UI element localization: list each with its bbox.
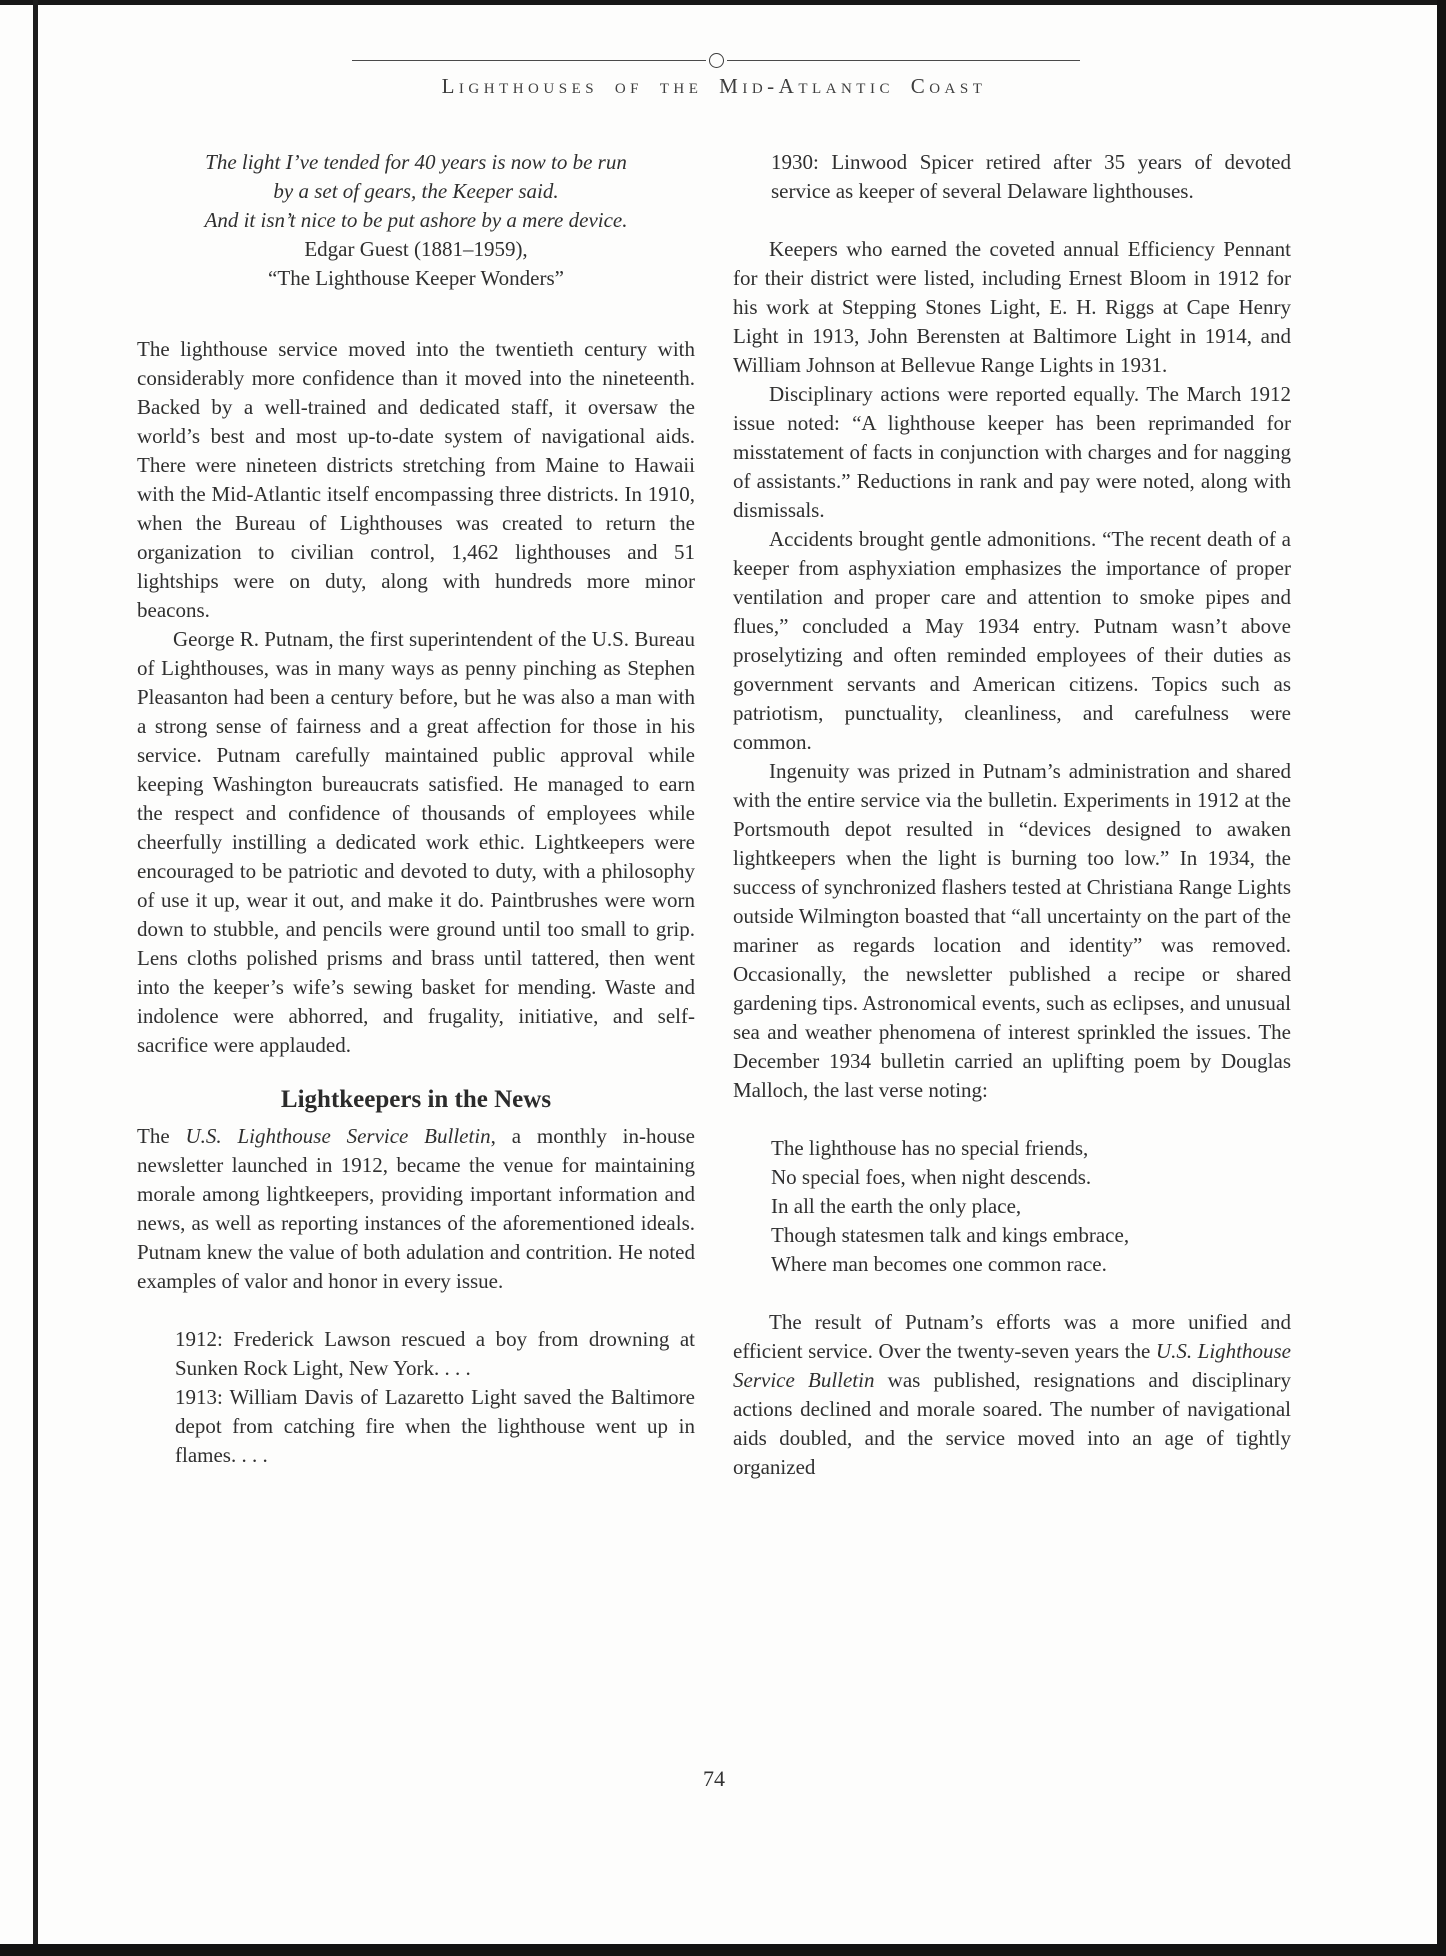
section-heading: Lightkeepers in the News	[280, 1086, 552, 1113]
scan-edge-left	[33, 0, 38, 1944]
poem-verse	[771, 1134, 1291, 1279]
poem-line: Though statesmen talk and kings embrace,	[771, 1223, 1130, 1247]
news-excerpt-block	[175, 1325, 695, 1470]
poem-line: In all the earth the only place,	[771, 1194, 1022, 1218]
paragraph-lighthouse-service: The lighthouse service moved into the twentieth century with considerably more confidence than it moved into the nineteenth. Backed by a well-trained and dedicated staff, it oversaw the world’s best and most up-to-date system of navigational aids. There were nineteen districts stretching from Maine to Hawaii with the Mid-Atlantic itself encompassing three districts. In 1910, when the Bureau of Lighthouses was created to return the organization to civilian control, 1,462 lighthouses and 51 lightships were on duty, along with hundreds more minor beacons.	[137, 337, 695, 622]
paragraph-accidents: Accidents brought gentle admonitions. “The recent death of a keeper from asphyxiation emphasizes the importance of proper ventilation and proper care and attention to smoke pipes and flues,” concluded a May 1934 entry. Putnam wasn’t above proselytizing and often reminded employees of their duties as government servants and American citizens. Topics such as patriotism, punctuality, cleanliness, and carefulness were common.	[733, 527, 1291, 754]
paragraph-ingenuity: Ingenuity was prized in Putnam’s administration and shared with the entire service via the bulletin. Experiments in 1912 at the Portsmouth depot resulted in “devices designed to awaken lightkeepers when the light is burning too low.” In 1934, the success of synchronized flashers tested at Christiana Range Lights outside Wilmington boasted that “all uncertainty on the part of the mariner as regards location and identity” was removed. Occasionally, the newsletter published a recipe or shared gardening tips. Astronomical events, such as eclipses, and unusual sea and weather phenomena of interest sprinkled the issues. The December 1934 bulletin carried an uplifting poem by Douglas Malloch, the last verse noting:	[733, 759, 1291, 1102]
scan-edge-bottom	[0, 1944, 1446, 1956]
epigraph-source: “The Lighthouse Keeper Wonders”	[268, 266, 564, 290]
news-excerpt-block	[771, 148, 1291, 206]
paragraph-segment: , a monthly in-house newsletter launched in 1912, became the venue for maintaining morale among lightkeepers, providing important information and news, as well as reporting instances of the aforementioned ideals. Putnam knew the value of both adulation and contrition. He noted examples of valor and honor in every issue.	[137, 1124, 695, 1293]
poem-line: The lighthouse has no special friends,	[771, 1136, 1089, 1160]
poem-line: Where man becomes one common race.	[771, 1252, 1107, 1276]
paragraph-segment: The result of Putnam’s efforts was a more unified and efficient service. Over the twenty-seven years the	[733, 1310, 1291, 1363]
paragraph-disciplinary-actions: Disciplinary actions were reported equally. The March 1912 issue noted: “A lighthouse keeper has been reprimanded for misstatement of facts in conjunction with charges and for nagging of assistants.” Reductions in rank and pay were noted, along with dismissals.	[733, 382, 1291, 522]
circle-ornament-icon	[709, 53, 724, 68]
page-number: 74	[703, 1766, 725, 1791]
ornament-rule-left	[352, 60, 706, 61]
epigraph-line: And it isn’t nice to be put ashore by a mere device.	[204, 208, 628, 232]
epigraph-attribution: Edgar Guest (1881–1959),	[304, 237, 528, 261]
bulletin-title-italic: U.S. Lighthouse Service Bulletin	[733, 1339, 1291, 1392]
paragraph-bulletin-intro	[137, 1122, 695, 1296]
bulletin-title-italic: U.S. Lighthouse Service Bulletin	[185, 1124, 491, 1148]
paragraph-segment: was published, resignations and disciplinary actions declined and morale soared. The number of navigational aids doubled, and the service moved into an age of tightly organized	[733, 1368, 1291, 1479]
news-item-1930: 1930: Linwood Spicer retired after 35 years of devoted service as keeper of several Delaware lighthouses.	[771, 150, 1291, 203]
paragraph-segment: The	[137, 1124, 186, 1148]
news-item-1912: 1912: Frederick Lawson rescued a boy from drowning at Sunken Rock Light, New York. . . .	[175, 1327, 695, 1380]
paragraph-putnam-result	[733, 1308, 1291, 1482]
epigraph-line: by a set of gears, the Keeper said.	[273, 179, 559, 203]
paragraph-efficiency-pennant: Keepers who earned the coveted annual Efficiency Pennant for their district were listed, including Ernest Bloom in 1912 for his work at Stepping Stones Light, E. H. Riggs at Cape Henry Light in 1913, John Berensten at Baltimore Light in 1914, and William Johnson at Bellevue Range Lights in 1931.	[733, 237, 1291, 377]
right-column	[733, 148, 1291, 1482]
epigraph-line: The light I’ve tended for 40 years is now to be run	[205, 150, 627, 174]
running-head: Lighthouses of the Mid-Atlantic Coast	[441, 74, 987, 98]
header-ornament	[352, 52, 1080, 68]
ornament-rule-right	[727, 60, 1081, 61]
left-column	[137, 148, 695, 1482]
epigraph	[137, 148, 695, 293]
text-block	[137, 148, 1291, 1482]
paragraph-george-putnam: George R. Putnam, the first superintendent of the U.S. Bureau of Lighthouses, was in many ways as penny pinching as Stephen Pleasanton had been a century before, but he was also a man with a strong sense of fairness and a great affection for those in his service. Putnam carefully maintained public approval while keeping Washington bureaucrats satisfied. He managed to earn the respect and confidence of thousands of employees while cheerfully instilling a dedicated work ethic. Lightkeepers were encouraged to be patriotic and devoted to duty, with a philosophy of use it up, wear it out, and make it do. Paintbrushes were worn down to stubble, and pencils were ground until too small to grip. Lens cloths polished prisms and brass until tattered, then went into the keeper’s wife’s sewing basket for mending. Waste and indolence were abhorred, and frugality, initiative, and self-sacrifice were applauded.	[137, 627, 695, 1057]
scan-edge-top	[0, 0, 1446, 5]
scan-edge-right	[1437, 0, 1446, 1956]
poem-line: No special foes, when night descends.	[771, 1165, 1092, 1189]
news-item-1913: 1913: William Davis of Lazaretto Light saved the Baltimore depot from catching fire when the lighthouse went up in flames. . . .	[175, 1385, 695, 1467]
